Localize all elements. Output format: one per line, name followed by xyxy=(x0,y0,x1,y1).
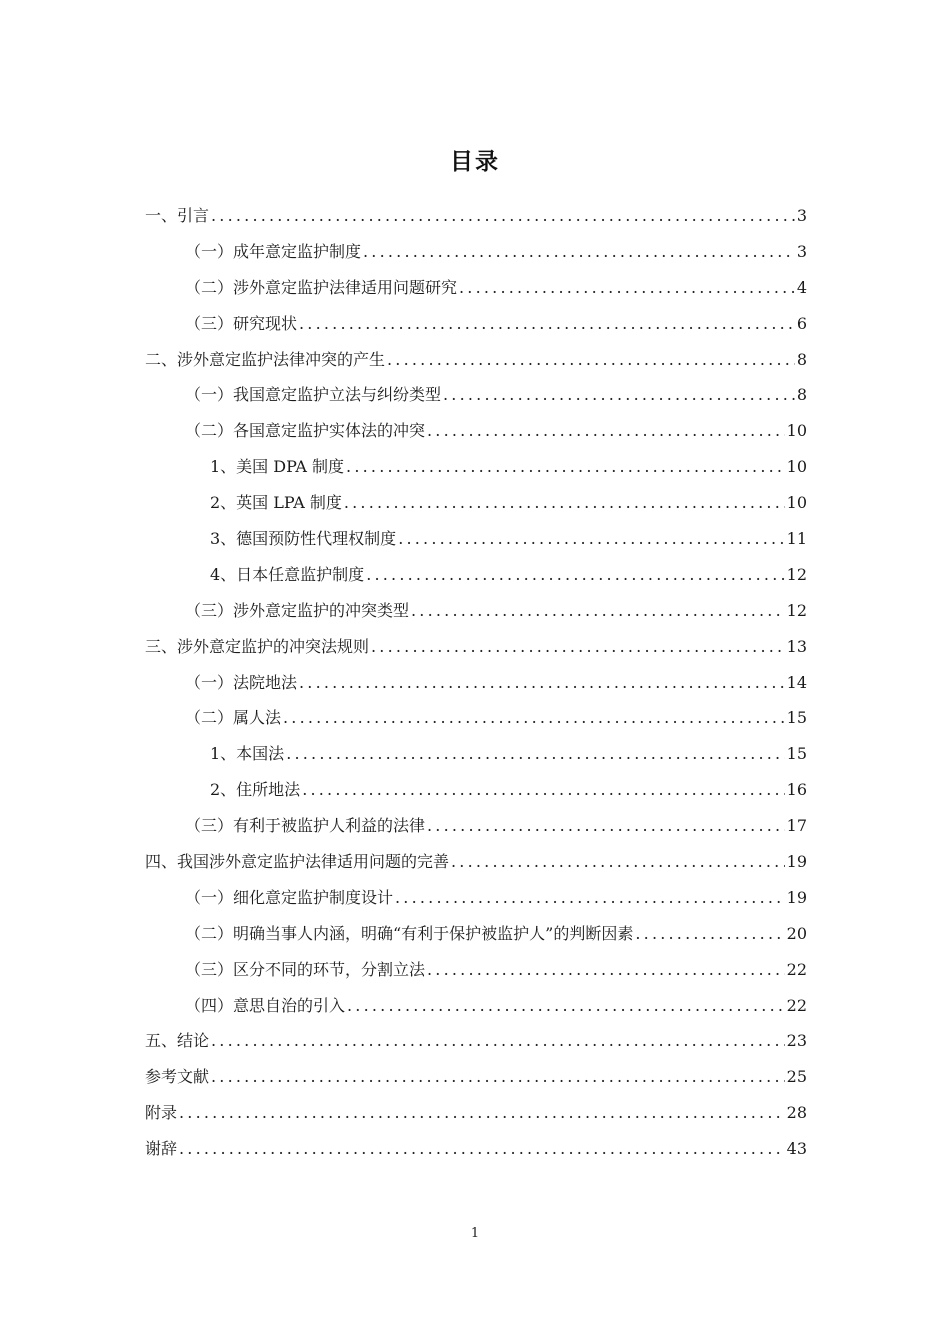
toc-entry-label: 五、结论 xyxy=(145,1031,210,1051)
toc-entry[interactable] xyxy=(145,342,807,378)
toc-entry-label: （一）我国意定监护立法与纠纷类型 xyxy=(185,385,442,405)
toc-entry[interactable] xyxy=(145,700,807,736)
toc-leader-dots xyxy=(427,808,785,844)
toc-entry-label: 参考文献 xyxy=(145,1067,210,1087)
toc-entry-page: 22 xyxy=(786,995,807,1015)
toc-entry-page: 6 xyxy=(796,313,807,333)
toc-leader-dots xyxy=(346,449,785,485)
toc-leader-dots xyxy=(211,1059,785,1095)
toc-entry[interactable] xyxy=(145,952,807,988)
toc-leader-dots xyxy=(443,377,795,413)
toc-leader-dots xyxy=(427,413,785,449)
toc-entry-page: 25 xyxy=(786,1067,807,1087)
toc-leader-dots xyxy=(459,270,795,306)
toc-entry-label: 附录 xyxy=(145,1103,178,1123)
toc-entry[interactable] xyxy=(145,736,807,772)
toc-entry-label: 一、引言 xyxy=(145,206,210,225)
toc-entry-label: （三）有利于被监护人利益的法律 xyxy=(185,816,426,836)
toc-entry-page: 8 xyxy=(796,385,807,405)
toc-entry[interactable] xyxy=(145,198,807,234)
toc-entry-label: （三）区分不同的环节，分割立法 xyxy=(185,959,426,979)
toc-leader-dots xyxy=(286,736,784,772)
page-number: 1 xyxy=(470,1226,480,1241)
toc-leader-dots xyxy=(211,1023,785,1059)
toc-entry-label: （三）研究现状 xyxy=(185,313,298,333)
toc-entry-label: 4、日本任意监护制度 xyxy=(210,564,365,584)
toc-leader-dots xyxy=(387,342,795,378)
toc-entry[interactable] xyxy=(145,413,807,449)
toc-entry-label: 1、美国 DPA 制度 xyxy=(210,457,345,477)
toc-leader-dots xyxy=(299,306,795,342)
toc-leader-dots xyxy=(347,988,785,1024)
toc-entry[interactable] xyxy=(145,485,807,521)
toc-entry[interactable] xyxy=(145,377,807,413)
toc-entry-page: 11 xyxy=(786,529,807,549)
toc-entry-page: 19 xyxy=(786,887,807,907)
toc-entry[interactable] xyxy=(145,521,807,557)
toc-entry-label: （四）意思自治的引入 xyxy=(185,995,346,1015)
toc-entry-page: 17 xyxy=(786,816,807,836)
toc-entry-page: 10 xyxy=(786,457,807,477)
toc-entry-label: （二）属人法 xyxy=(185,708,282,728)
toc-leader-dots xyxy=(635,916,784,952)
toc-leader-dots xyxy=(299,665,785,701)
toc-entry-label: （一）成年意定监护制度 xyxy=(185,241,362,261)
toc-leader-dots xyxy=(451,844,785,880)
toc-entry-page: 15 xyxy=(786,744,807,764)
toc-entry[interactable] xyxy=(145,844,807,880)
toc-entry[interactable] xyxy=(145,306,807,342)
toc-entry-label: 三、涉外意定监护的冲突法规则 xyxy=(145,636,370,656)
toc-entry[interactable] xyxy=(145,1095,807,1131)
toc-entry-page: 28 xyxy=(786,1103,807,1123)
toc-entry-label: 3、德国预防性代理权制度 xyxy=(210,529,397,549)
toc-entry[interactable] xyxy=(145,234,807,270)
toc-entry-page: 14 xyxy=(786,672,807,692)
toc-entry[interactable] xyxy=(145,1131,807,1167)
toc-entry-page: 3 xyxy=(796,241,807,261)
toc-leader-dots xyxy=(344,485,785,521)
toc-leader-dots xyxy=(395,880,785,916)
toc-entry-page: 12 xyxy=(786,600,807,620)
toc-entry-page: 10 xyxy=(786,421,807,441)
toc-entry[interactable] xyxy=(145,629,807,665)
toc-entry-page: 12 xyxy=(786,564,807,584)
toc-entry[interactable] xyxy=(145,270,807,306)
toc-entry[interactable] xyxy=(145,808,807,844)
toc-leader-dots xyxy=(283,700,785,736)
toc-leader-dots xyxy=(363,234,795,270)
toc-entry[interactable] xyxy=(145,449,807,485)
toc-leader-dots xyxy=(427,952,785,988)
toc-entry[interactable] xyxy=(145,916,807,952)
toc-entry-label: （二）涉外意定监护法律适用问题研究 xyxy=(185,277,458,297)
toc-entry-page: 3 xyxy=(796,206,807,225)
toc-entry-label: 谢辞 xyxy=(145,1139,178,1159)
toc-title: 目录 xyxy=(450,149,500,175)
toc-entry-label: （一）细化意定监护制度设计 xyxy=(185,887,394,907)
toc-leader-dots xyxy=(179,1095,785,1131)
toc-entry-page: 8 xyxy=(796,349,807,369)
toc-entry-page: 16 xyxy=(786,780,807,800)
toc-leader-dots xyxy=(302,772,784,808)
toc-leader-dots xyxy=(411,593,785,629)
toc-entry[interactable] xyxy=(145,1059,807,1095)
toc-leader-dots xyxy=(179,1131,785,1167)
toc-entry-page: 20 xyxy=(786,923,807,943)
toc-entry-label: 四、我国涉外意定监护法律适用问题的完善 xyxy=(145,852,450,872)
table-of-contents xyxy=(145,198,807,1167)
toc-entry-page: 4 xyxy=(796,277,807,297)
toc-leader-dots xyxy=(398,521,784,557)
toc-entry[interactable] xyxy=(145,1023,807,1059)
toc-entry-page: 22 xyxy=(786,959,807,979)
toc-entry-label: 1、本国法 xyxy=(210,744,285,764)
toc-entry-label: 2、英国 LPA 制度 xyxy=(210,493,342,513)
toc-entry-page: 23 xyxy=(786,1031,807,1051)
toc-entry[interactable] xyxy=(145,593,807,629)
toc-entry-page: 19 xyxy=(786,852,807,872)
toc-entry-label: 二、涉外意定监护法律冲突的产生 xyxy=(145,349,386,369)
toc-entry-label: （三）涉外意定监护的冲突类型 xyxy=(185,600,410,620)
toc-entry[interactable] xyxy=(145,557,807,593)
toc-leader-dots xyxy=(371,629,785,665)
toc-entry-label: （二）各国意定监护实体法的冲突 xyxy=(185,421,426,441)
toc-entry[interactable] xyxy=(145,988,807,1024)
toc-entry-label: （一）法院地法 xyxy=(185,672,298,692)
toc-entry-page: 43 xyxy=(786,1139,807,1159)
toc-entry-page: 10 xyxy=(786,493,807,513)
toc-entry[interactable] xyxy=(145,665,807,701)
toc-entry[interactable] xyxy=(145,880,807,916)
toc-entry-page: 15 xyxy=(786,708,807,728)
toc-leader-dots xyxy=(366,557,784,593)
toc-entry-label: 2、住所地法 xyxy=(210,780,301,800)
toc-leader-dots xyxy=(211,198,795,234)
toc-entry-label: （二）明确当事人内涵，明确“有利于保护被监护人”的判断因素 xyxy=(185,923,634,943)
toc-entry-page: 13 xyxy=(786,636,807,656)
toc-entry[interactable] xyxy=(145,772,807,808)
